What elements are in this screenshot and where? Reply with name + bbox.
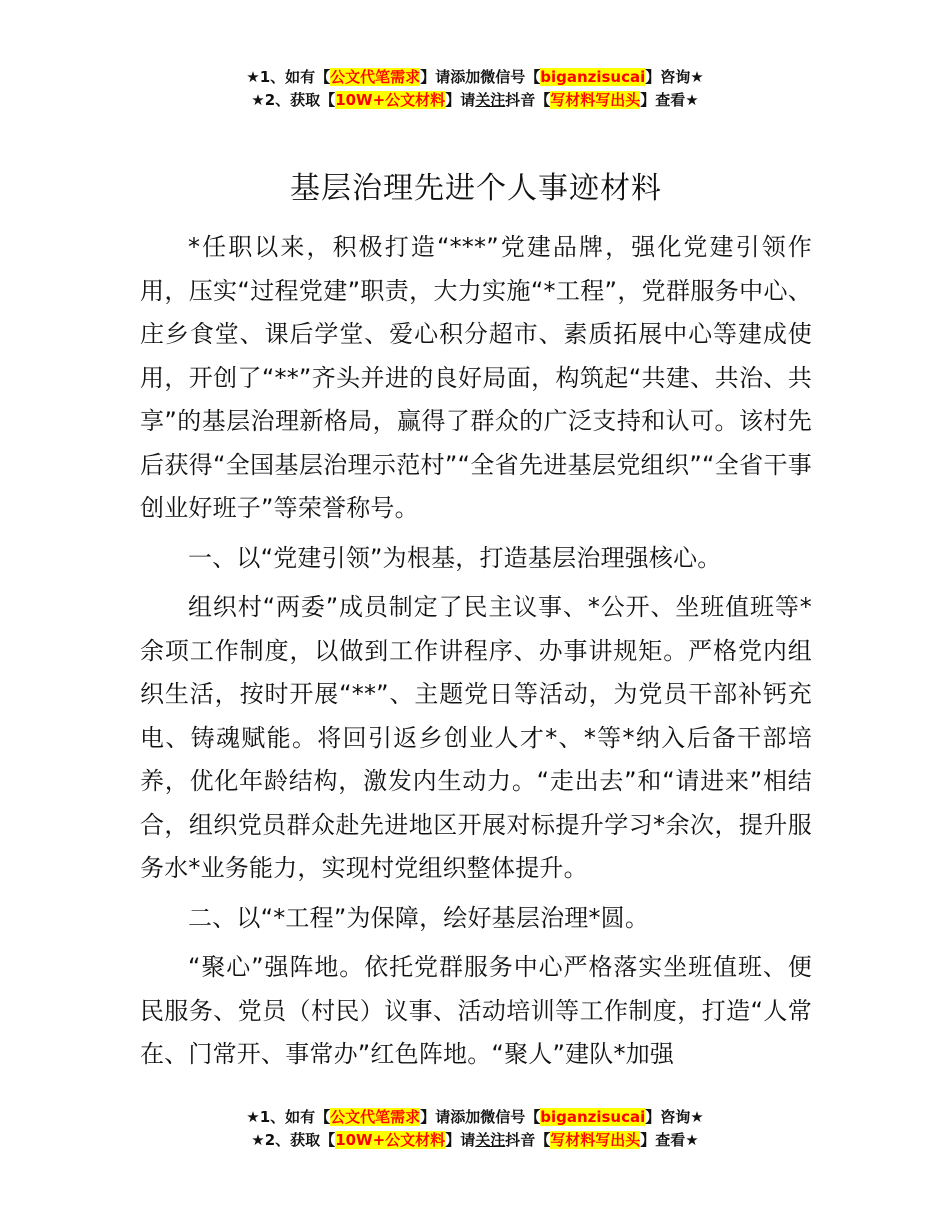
banner-text: ★1、如有【 — [246, 68, 331, 86]
paragraph-intro: *任职以来，积极打造“***”党建品牌，强化党建引领作用，压实“过程党建”职责，大力实施“*工程”，党群服务中心、庄乡食堂、课后学堂、爱心积分超市、素质拓展中心等建成使用，开创了“**”齐头并进的良好局面，构筑起“共建、共治、共享”的基层治理新格局，赢得了群众的广泛支持和认可。该村先后获得“全国基层治理示范村”“全省先进基层党组织”“全省干事创业好班子”等荣誉称号。 — [140, 233, 812, 522]
banner-highlight: 写材料写出头 — [550, 91, 641, 109]
banner-highlight: 写材料写出头 — [550, 1131, 641, 1149]
banner-line-2 — [0, 89, 950, 112]
banner-highlight: 10W+公文材料 — [335, 91, 446, 109]
banner-line-2 — [0, 1129, 950, 1152]
header-banner — [0, 66, 950, 112]
banner-highlight: biganzisucai — [540, 68, 646, 86]
banner-highlight: biganzisucai — [540, 1108, 646, 1126]
banner-text: 】查看★ — [640, 91, 699, 109]
banner-text: 】请 — [445, 1131, 476, 1149]
banner-text: 】咨询★ — [645, 1108, 704, 1126]
banner-underlined: 关注 — [475, 1131, 506, 1149]
banner-text: 】查看★ — [640, 1131, 699, 1149]
banner-line-1 — [0, 66, 950, 89]
footer-banner — [0, 1106, 950, 1152]
banner-highlight: 10W+公文材料 — [335, 1131, 446, 1149]
banner-line-1 — [0, 1106, 950, 1129]
document-body — [140, 162, 812, 1083]
banner-underlined: 关注 — [475, 91, 506, 109]
banner-text: 】请添加微信号【 — [420, 1108, 541, 1126]
banner-text: 抖音【 — [505, 91, 551, 109]
section-heading-2: 二、以“*工程”为保障，绘好基层治理*圆。 — [188, 903, 650, 932]
banner-highlight: 公文代笔需求 — [330, 68, 421, 86]
banner-highlight: 公文代笔需求 — [330, 1108, 421, 1126]
banner-text: ★1、如有【 — [246, 1108, 331, 1126]
banner-text: 】请添加微信号【 — [420, 68, 541, 86]
banner-text: 抖音【 — [505, 1131, 551, 1149]
banner-text: 】咨询★ — [645, 68, 704, 86]
document-title: 基层治理先进个人事迹材料 — [290, 171, 662, 206]
section-heading-1: 一、以“党建引领”为根基，打造基层治理强核心。 — [188, 543, 722, 572]
paragraph-section-2: “聚心”强阵地。依托党群服务中心严格落实坐班值班、便民服务、党员（村民）议事、活动培训等工作制度，打造“人常在、门常开、事常办”红色阵地。“聚人”建队*加强 — [140, 953, 812, 1068]
banner-text: 】请 — [445, 91, 476, 109]
banner-text: ★2、获取【 — [251, 91, 336, 109]
paragraph-section-1: 组织村“两委”成员制定了民主议事、*公开、坐班值班等*余项工作制度，以做到工作讲程序、办事讲规矩。严格党内组织生活，按时开展“**”、主题党日等活动，为党员干部补钙充电、铸魂赋能。将回引返乡创业人才*、*等*纳入后备干部培养，优化年龄结构，激发内生动力。“走出去”和“请进来”相结合，组织党员群众赴先进地区开展对标提升学习*余次，提升服务水*业务能力，实现村党组织整体提升。 — [140, 593, 812, 882]
banner-text: ★2、获取【 — [251, 1131, 336, 1149]
